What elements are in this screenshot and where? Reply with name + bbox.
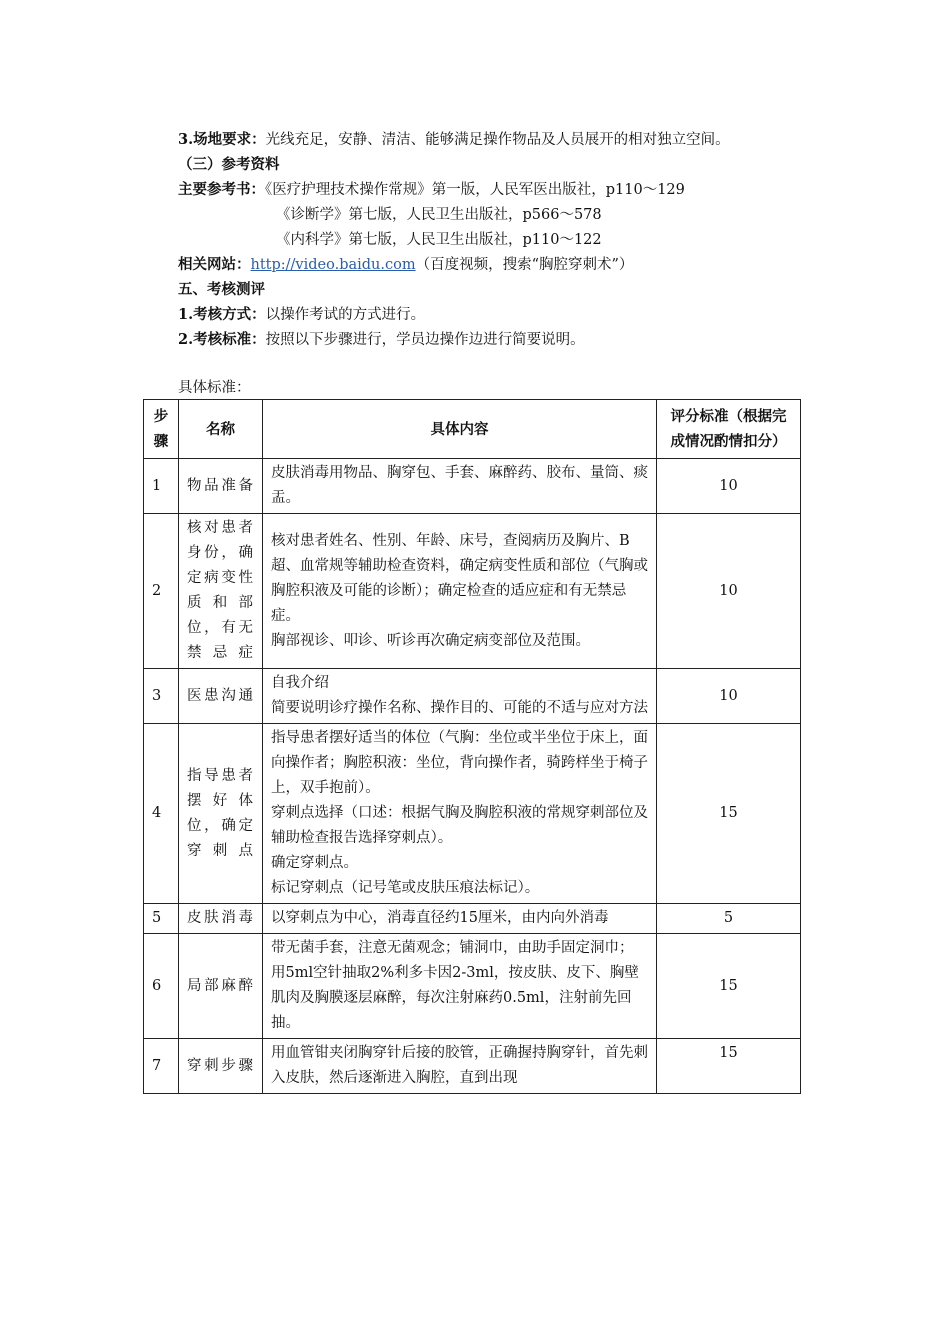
row-content bbox=[263, 904, 657, 934]
table-row bbox=[144, 514, 801, 669]
row-content-paragraph: 核对患者姓名、性别、年龄、床号，查阅病历及胸片、B超、血常规等辅助检查资料，确定病变性质和部位（气胸或胸腔积液及可能的诊断）；确定检查的适应症和有无禁忌症。 bbox=[271, 532, 648, 624]
venue-label: 3.场地要求： bbox=[178, 131, 266, 148]
assessment-heading: 五、考核测评 bbox=[178, 281, 265, 298]
row-content-paragraph: 指导患者摆好适当的体位（气胸：坐位或半坐位于床上，面向操作者；胸腔积液：坐位，背向操作者，骑跨样坐于椅子上，双手抱前）。 bbox=[271, 730, 648, 796]
row-score: 10 bbox=[657, 514, 801, 669]
row-content-paragraph: 简要说明诊疗操作名称、操作目的、可能的不适与应对方法 bbox=[271, 700, 648, 716]
row-step: 4 bbox=[144, 724, 179, 904]
row-content bbox=[263, 724, 657, 904]
references-heading: （三）参考资料 bbox=[178, 156, 280, 173]
table-row bbox=[144, 904, 801, 934]
row-content-paragraph: 以穿刺点为中心，消毒直径约15厘米，由内向外消毒 bbox=[271, 910, 609, 926]
row-name: 穿刺步骤 bbox=[179, 1039, 263, 1094]
main-references bbox=[178, 180, 685, 200]
table-row bbox=[144, 669, 801, 724]
row-name: 局部麻醉 bbox=[179, 934, 263, 1039]
row-name: 皮肤消毒 bbox=[179, 904, 263, 934]
row-content bbox=[263, 669, 657, 724]
row-score: 15 bbox=[657, 1039, 801, 1094]
table-caption: 具体标准： bbox=[178, 380, 251, 396]
row-score: 5 bbox=[657, 904, 801, 934]
row-step: 7 bbox=[144, 1039, 179, 1094]
row-content-paragraph: 自我介绍 bbox=[271, 675, 329, 691]
books-label: 主要参考书： bbox=[178, 181, 265, 198]
site-note: （百度视频，搜索“胸腔穿刺术”） bbox=[415, 257, 634, 273]
row-score: 15 bbox=[657, 724, 801, 904]
header-name: 名称 bbox=[179, 400, 263, 459]
row-step: 5 bbox=[144, 904, 179, 934]
row-name: 核对患者身份，确定病变性质和部位，有无禁忌症 bbox=[179, 514, 263, 669]
row-content bbox=[263, 514, 657, 669]
row-score: 15 bbox=[657, 934, 801, 1039]
row-content-paragraph: 胸部视诊、叩诊、听诊再次确定病变部位及范围。 bbox=[271, 632, 590, 649]
row-content-paragraph: 穿刺点选择（口述：根据气胸及胸腔积液的常规穿刺部位及辅助检查报告选择穿刺点）。 bbox=[271, 805, 648, 846]
table-header-row bbox=[144, 400, 801, 459]
row-score: 10 bbox=[657, 459, 801, 514]
row-content-paragraph: 皮肤消毒用物品、胸穿包、手套、麻醉药、胶布、量筒、痰盂。 bbox=[271, 465, 648, 506]
row-content-paragraph: 确定穿刺点。 bbox=[271, 855, 358, 871]
row-score: 10 bbox=[657, 669, 801, 724]
related-website bbox=[178, 255, 633, 275]
table-row bbox=[144, 459, 801, 514]
row-step: 1 bbox=[144, 459, 179, 514]
assessment-standard bbox=[178, 330, 585, 350]
venue-requirement bbox=[178, 130, 730, 150]
row-content-paragraph: 标记穿刺点（记号笔或皮肤压痕法标记）。 bbox=[271, 880, 540, 896]
header-content: 具体内容 bbox=[263, 400, 657, 459]
row-step: 6 bbox=[144, 934, 179, 1039]
standard-text: 按照以下步骤进行，学员边操作边进行简要说明。 bbox=[265, 332, 585, 348]
row-content-paragraph: 用5ml空针抽取2%利多卡因2-3ml，按皮肤、皮下、胸壁肌肉及胸膜逐层麻醉，每次注射麻药0.5ml，注射前先回抽。 bbox=[271, 965, 639, 1031]
row-step: 2 bbox=[144, 514, 179, 669]
row-content bbox=[263, 1039, 657, 1094]
book-3: 《内科学》第七版，人民卫生出版社，p110～122 bbox=[276, 232, 602, 248]
book-2: 《诊断学》第七版，人民卫生出版社，p566～578 bbox=[276, 207, 602, 223]
row-content-paragraph: 用血管钳夹闭胸穿针后接的胶管，正确握持胸穿针，首先刺入皮肤，然后逐渐进入胸腔，直到出现 bbox=[271, 1045, 648, 1086]
table-row bbox=[144, 1039, 801, 1094]
row-name: 物品准备 bbox=[179, 459, 263, 514]
header-score: 评分标准（根据完成情况酌情扣分） bbox=[657, 400, 801, 459]
site-link[interactable]: http://video.baidu.com bbox=[250, 257, 416, 273]
site-label: 相关网站： bbox=[178, 256, 251, 273]
header-step: 步骤 bbox=[144, 400, 179, 459]
assessment-method bbox=[178, 305, 425, 325]
row-content bbox=[263, 459, 657, 514]
row-name: 医患沟通 bbox=[179, 669, 263, 724]
table-row bbox=[144, 724, 801, 904]
method-text: 以操作考试的方式进行。 bbox=[265, 307, 426, 323]
row-name: 指导患者摆好体位，确定穿刺点 bbox=[179, 724, 263, 904]
method-label: 1.考核方式： bbox=[178, 306, 266, 323]
venue-text: 光线充足，安静、清洁、能够满足操作物品及人员展开的相对独立空间。 bbox=[265, 132, 730, 148]
standard-label: 2.考核标准： bbox=[178, 331, 266, 348]
table-body bbox=[144, 459, 801, 1094]
assessment-table bbox=[143, 399, 801, 1094]
row-content bbox=[263, 934, 657, 1039]
row-content-paragraph: 带无菌手套，注意无菌观念；铺洞巾，由助手固定洞巾； bbox=[271, 940, 634, 956]
table-row bbox=[144, 934, 801, 1039]
book-1: 《医疗护理技术操作常规》第一版，人民军医出版社，p110～129 bbox=[265, 182, 685, 198]
row-step: 3 bbox=[144, 669, 179, 724]
